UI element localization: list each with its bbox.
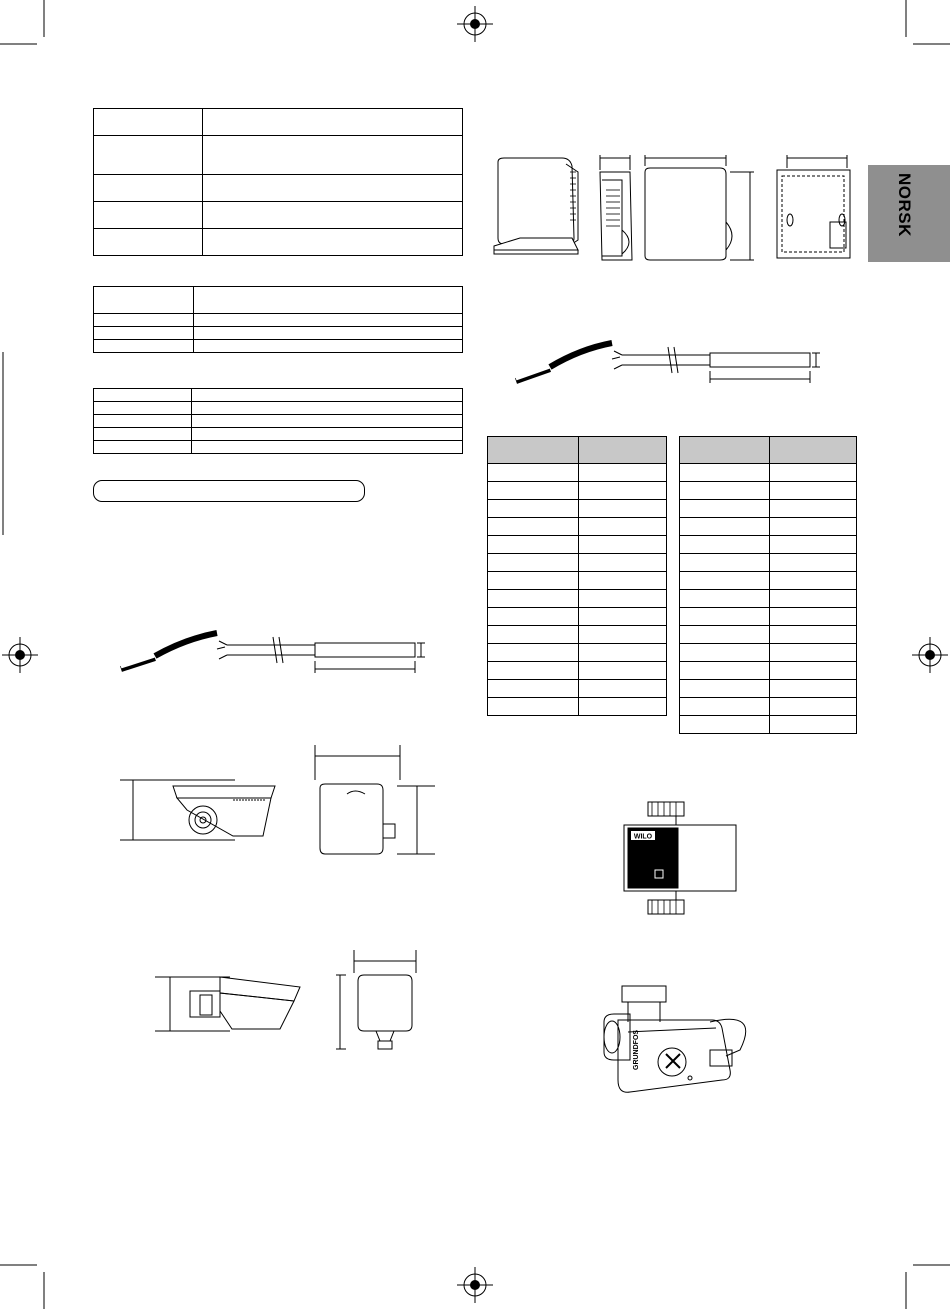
registration-mark-bottom (455, 1265, 495, 1305)
table-row (94, 327, 463, 340)
cable-sensor-drawing-right (510, 335, 830, 395)
table-row (94, 402, 463, 415)
outdoor-sensor-drawing-2 (150, 945, 430, 1055)
registration-mark-right (910, 635, 950, 675)
table-row (680, 644, 857, 662)
registration-mark-left (0, 635, 40, 675)
valve-brand-logo: GRUNDFOS (633, 1029, 640, 1070)
spec-table-1 (93, 108, 463, 256)
table-row (680, 698, 857, 716)
table-row (94, 415, 463, 428)
pump-brand-logo: WILO (633, 833, 653, 841)
table-header-row (680, 437, 857, 464)
table-row (488, 644, 667, 662)
table-row (680, 680, 857, 698)
table-row (488, 536, 667, 554)
table-row (94, 428, 463, 441)
mixing-valve-drawing (600, 980, 760, 1105)
table-row (94, 175, 463, 202)
table-row (680, 590, 857, 608)
table-row (488, 662, 667, 680)
table-row (488, 464, 667, 482)
table-row (680, 572, 857, 590)
table-row (680, 536, 857, 554)
table-row (680, 716, 857, 734)
table-header-row (488, 437, 667, 464)
table-row (94, 340, 463, 353)
room-sensor-drawing (490, 150, 860, 270)
table-row (680, 500, 857, 518)
table-row (488, 482, 667, 500)
table-row (94, 389, 463, 402)
table-row (680, 626, 857, 644)
table-row (680, 608, 857, 626)
language-tab (868, 165, 950, 262)
table-row (680, 464, 857, 482)
table-row (680, 482, 857, 500)
outdoor-sensor-drawing-1 (115, 740, 445, 865)
table-row (94, 109, 463, 136)
cable-sensor-drawing-left (115, 625, 435, 685)
table-row (488, 698, 667, 716)
table-row (94, 287, 463, 314)
table-row (488, 608, 667, 626)
table-row (488, 590, 667, 608)
table-row (488, 500, 667, 518)
note-box (93, 480, 365, 502)
table-row (680, 662, 857, 680)
table-row (94, 441, 463, 454)
table-row (488, 626, 667, 644)
circulation-pump-drawing (620, 798, 750, 918)
registration-mark-top (455, 4, 495, 44)
spec-table-3 (93, 388, 463, 454)
table-row (94, 314, 463, 327)
table-row (680, 554, 857, 572)
table-row (680, 518, 857, 536)
spec-table-2 (93, 286, 463, 353)
table-row (94, 202, 463, 229)
table-row (94, 229, 463, 256)
resistance-table-left (487, 436, 667, 716)
table-row (488, 680, 667, 698)
table-row (94, 136, 463, 175)
resistance-table-right (679, 436, 857, 734)
table-row (488, 518, 667, 536)
language-tab-label: NORSK (895, 173, 914, 237)
table-row (488, 554, 667, 572)
table-row (488, 572, 667, 590)
